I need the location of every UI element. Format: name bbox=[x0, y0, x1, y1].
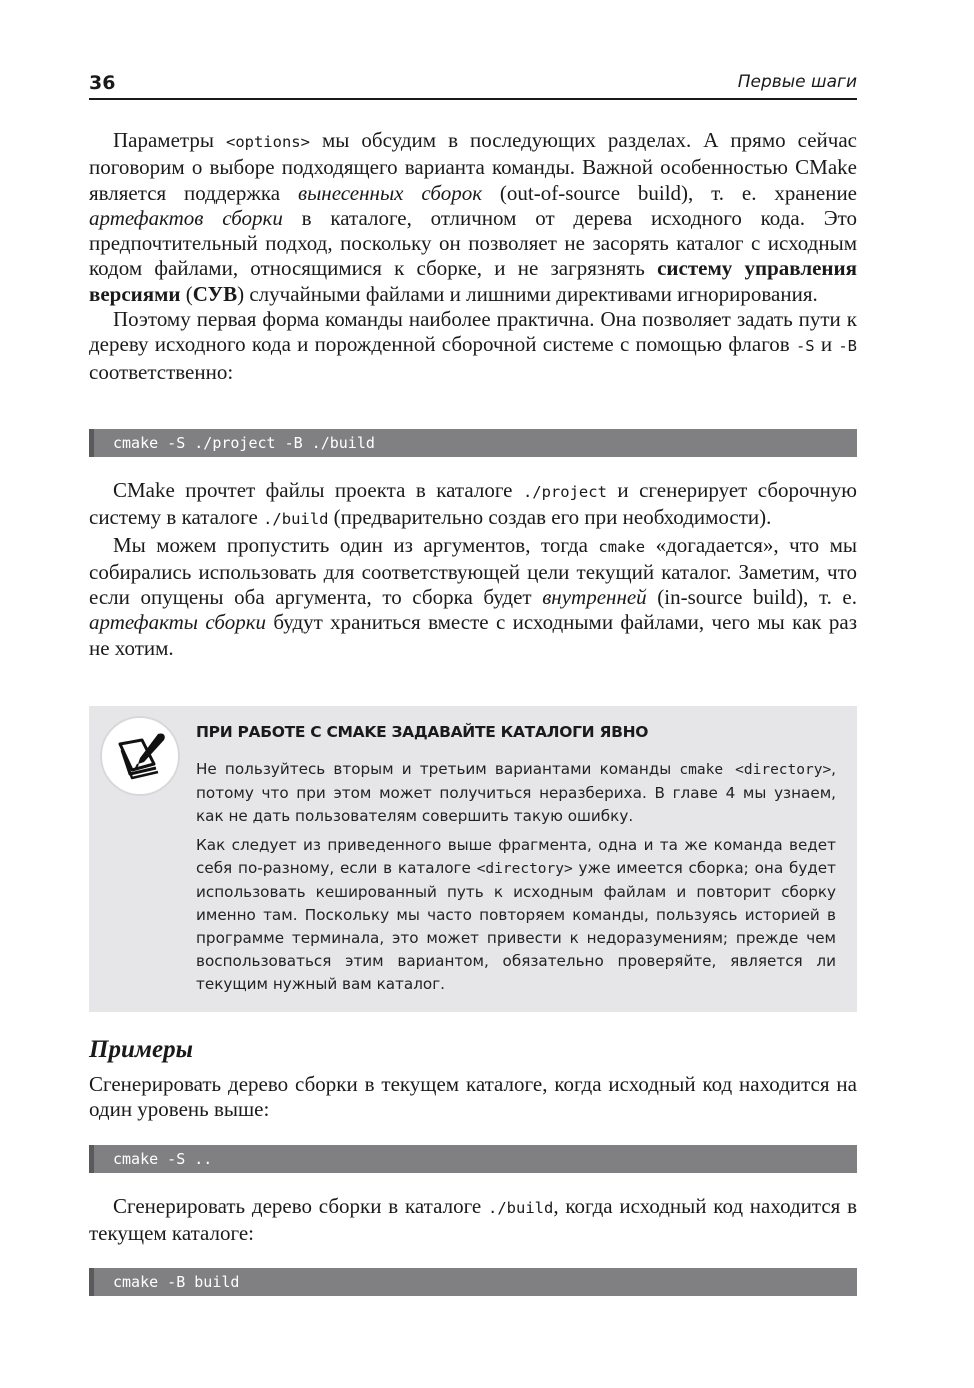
section-heading-examples: Примеры bbox=[89, 1036, 193, 1063]
page-number: 36 bbox=[89, 72, 116, 94]
example-1-text: Сгенерировать дерево сборки в текущем каталоге, когда исходный код находится на один уровень выше: bbox=[89, 1072, 857, 1122]
page-header bbox=[89, 68, 857, 100]
paragraph-cmake-reads: CMake прочтет файлы проекта в каталоге ./project и сгенерирует сборочную систему в каталоге ./build (предварительно создав его при необходимости). bbox=[89, 478, 857, 530]
body-section-2 bbox=[89, 478, 857, 661]
inline-code: ./build bbox=[263, 510, 329, 529]
inline-code: <options> bbox=[225, 133, 310, 151]
inline-code: cmake <directory> bbox=[679, 762, 832, 778]
example-2-text: Сгенерировать дерево сборки в каталоге ./build, когда исходный код находится в текущем каталоге: bbox=[89, 1194, 857, 1246]
code-block-1: cmake -S ./project -B ./build bbox=[89, 429, 857, 457]
code-block-3: cmake -B build bbox=[89, 1268, 857, 1296]
paragraph-options: Параметры <options> мы обсудим в последующих разделах. А прямо сейчас поговорим о выборе подходящего варианта команды. Важной особенностью CMake является поддержка вынесенных сборок (out-of-source build), т. е. хранение артефактов сборки в каталоге, отличном от дерева исходного кода. Это предпочтительный подход, поскольку он позволяет не засорять каталог с исходным кодом файлами, относящимися к сборке, и не загрязнять систему управления версиями (СУВ) случайными файлами и лишними директивами игнорирования. bbox=[89, 128, 857, 306]
emphasis: артефактов сборки bbox=[89, 205, 283, 230]
code-block-2: cmake -S .. bbox=[89, 1145, 857, 1173]
inline-code: -S bbox=[795, 337, 815, 356]
emphasis: артефакты сборки bbox=[89, 610, 267, 635]
strong-term: систему управления версиями bbox=[89, 256, 857, 306]
emphasis: вынесенных сборок bbox=[297, 180, 483, 205]
inline-code: -B bbox=[838, 337, 857, 356]
note-paragraph: Как следует из приведенного выше фрагмента, одна и та же команда ведет себя по-разному, если в каталоге <directory> уже имеется сборка; она будет использовать кешированный путь к исходным файлам и повторит сборку именно там. Поскольку мы часто повторяем команды, пользуясь историей в программе терминала, это может привести к недоразумениям; прежде чем воспользоваться этим вариантом, обязательно проверяйте, является ли текущим нужный вам каталог. bbox=[196, 836, 836, 993]
emphasis: внутренней bbox=[542, 585, 647, 610]
inline-code: <directory> bbox=[476, 861, 573, 877]
paragraph-first-form: Поэтому первая форма команды наиболее практична. Она позволяет задать пути к дереву исходного кода и порожденной сборочной системе с помощью флагов -S и -B соответственно: bbox=[89, 307, 857, 384]
inline-code: ./project bbox=[522, 483, 607, 501]
inline-code: cmake bbox=[598, 537, 646, 556]
strong-term: СУВ bbox=[192, 281, 238, 306]
body-section-1 bbox=[89, 128, 857, 385]
note-paragraph: Не пользуйтесь вторым и третьим вариантами команды cmake <directory>, потому что при этом может получиться неразбериха. В главе 4 мы узнаем, как не дать пользователям совершить такую ошибку. bbox=[196, 760, 836, 825]
running-title: Первые шаги bbox=[737, 72, 857, 92]
note-box bbox=[89, 706, 857, 1012]
paragraph-skip-argument: Мы можем пропустить один из аргументов, тогда cmake «догадается», что мы собирались использовать для соответствующей цели текущий каталог. Заметим, что если опущены оба аргумента, то сборка будет внутренней (in-source build), т. е. артефакты сборки будут храниться вместе с исходными файлами, чего мы как раз не хотим. bbox=[89, 532, 858, 660]
note-pen-icon bbox=[100, 716, 180, 796]
note-title: ПРИ РАБОТЕ С CMAKE ЗАДАВАЙТЕ КАТАЛОГИ ЯВНО bbox=[196, 723, 649, 741]
inline-code: ./build bbox=[488, 1199, 554, 1217]
note-body bbox=[196, 758, 836, 1002]
